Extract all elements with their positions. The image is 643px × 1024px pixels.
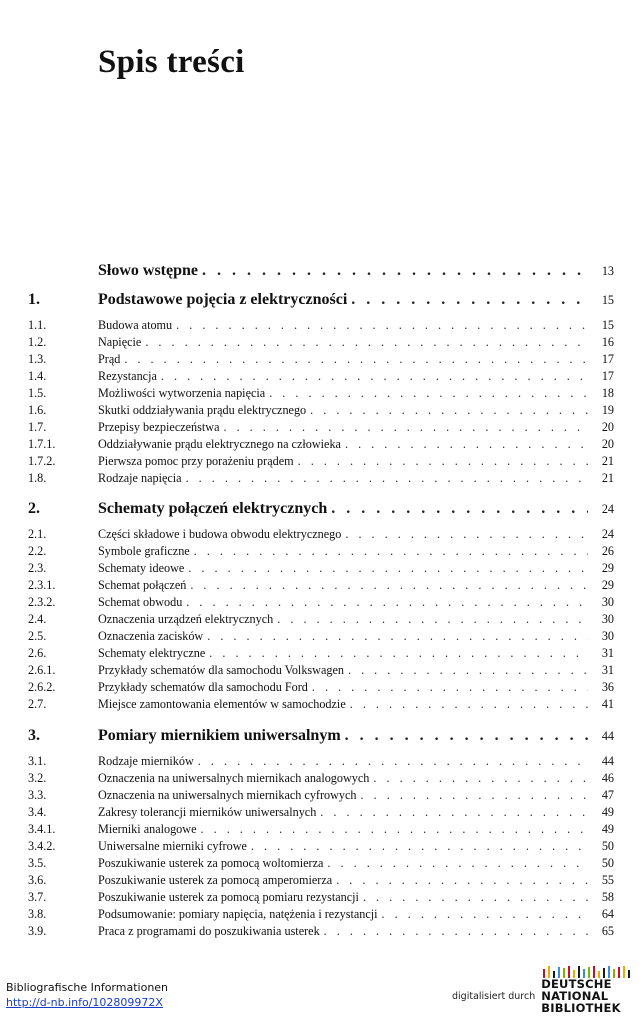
toc-entry-page: 29 (601, 561, 614, 575)
toc-leader-dots (350, 697, 588, 712)
dnb-logo-bar (623, 966, 625, 978)
toc-entry-number: 1.7.1. (28, 437, 56, 451)
toc-entry (28, 561, 614, 576)
toc-leader-dots (145, 335, 588, 350)
toc-entry-page: 15 (601, 318, 614, 332)
digitization-credit (452, 966, 633, 1016)
toc-leader-dots (336, 873, 588, 888)
toc-entry-page: 46 (601, 771, 614, 785)
toc-entry-page: 29 (601, 578, 614, 592)
toc-leader-dots (251, 839, 588, 854)
bibliographic-link[interactable]: http://d-nb.info/102809972X (6, 996, 163, 1009)
toc-leader-dots (277, 612, 588, 627)
toc-entry-title: Uniwersalne mierniki cyfrowe (98, 839, 247, 853)
toc-entry-title: Oznaczenia na uniwersalnych miernikach cyfrowych (98, 788, 357, 802)
toc-entry (28, 822, 614, 837)
toc-entry-number: 3.9. (28, 924, 47, 938)
toc-entry (28, 471, 614, 486)
toc-entry-title: Schematy elektryczne (98, 646, 206, 660)
toc-entry-number: 1.7. (28, 420, 47, 434)
toc-entry-title: Poszukiwanie usterek za pomocą woltomierza (98, 856, 324, 870)
toc-entry-page: 44 (601, 729, 614, 743)
digitized-label: digitalisiert durch (452, 991, 536, 1002)
toc-entry (28, 527, 614, 542)
toc-leader-dots (176, 318, 588, 333)
toc-leader-dots (186, 595, 588, 610)
toc-entry-page: 13 (601, 264, 614, 278)
toc-entry-page: 36 (601, 680, 614, 694)
toc-entry-page: 30 (601, 629, 614, 643)
toc-leader-dots (345, 527, 588, 542)
toc-entry (28, 890, 614, 905)
toc-leader-dots (198, 754, 588, 769)
toc-leader-dots (161, 369, 588, 384)
toc-entry (28, 544, 614, 559)
toc-entry-number: 2.3. (28, 561, 47, 575)
toc-entry (28, 629, 614, 644)
toc-leader-dots (324, 924, 588, 939)
toc-entry (28, 839, 614, 854)
toc-entry-title: Schematy ideowe (98, 561, 185, 575)
toc-entry-number: 1.2. (28, 335, 47, 349)
toc-entry (28, 454, 614, 469)
toc-entry-page: 17 (601, 352, 614, 366)
toc-entry-page: 58 (601, 890, 614, 904)
toc-leader-dots (348, 663, 588, 678)
toc-entry-title: Słowo wstępne (98, 262, 199, 279)
bibliographic-info (6, 980, 168, 1010)
toc-leader-dots (207, 629, 588, 644)
toc-entry-number: 2.6. (28, 646, 47, 660)
toc-entry-number: 3. (28, 727, 40, 744)
toc-entry-title: Rezystancja (98, 369, 157, 383)
toc-leader-dots (312, 680, 588, 695)
toc-entry (28, 369, 614, 384)
dnb-logo-line3: BIBLIOTHEK (541, 1001, 621, 1015)
toc-entry-page: 24 (601, 527, 614, 541)
toc-leader-dots (345, 437, 588, 452)
toc-entry-number: 1.7.2. (28, 454, 56, 468)
toc-entry (28, 805, 614, 820)
toc-entry-title: Skutki oddziaływania prądu elektrycznego (98, 403, 307, 417)
toc-entry-title: Przykłady schematów dla samochodu Volkswagen (98, 663, 344, 677)
toc-entry-page: 41 (601, 697, 614, 711)
toc-entry (28, 924, 614, 939)
toc-entry (28, 907, 614, 922)
toc-entry-page: 26 (601, 544, 614, 558)
toc-entry-page: 30 (601, 595, 614, 609)
toc-leader-dots (186, 471, 588, 486)
toc-entry-title: Pierwsza pomoc przy porażeniu prądem (98, 454, 294, 468)
toc-entry (28, 386, 614, 401)
toc-entry-title: Schemat obwodu (98, 595, 183, 609)
toc-entry-number: 3.6. (28, 873, 47, 887)
toc-entry-page: 50 (601, 856, 614, 870)
toc-entry-page: 15 (601, 293, 614, 307)
toc-entry-title: Budowa atomu (98, 318, 173, 332)
toc-entry-number: 3.5. (28, 856, 47, 870)
toc-leader-dots (269, 386, 588, 401)
toc-entry-title: Praca z programami do poszukiwania usterek (98, 924, 320, 938)
toc-entry-number: 3.3. (28, 788, 47, 802)
toc-entry (28, 352, 614, 367)
toc-entry (28, 595, 614, 610)
toc-entry-number: 1.3. (28, 352, 47, 366)
toc-entry-number: 1.5. (28, 386, 47, 400)
toc-leader-dots (310, 403, 588, 418)
toc-leader-dots (201, 822, 589, 837)
toc-entry-page: 19 (601, 403, 614, 417)
toc-entry-number: 2.3.1. (28, 578, 56, 592)
toc-entry (28, 697, 614, 712)
toc-entry-number: 3.4.2. (28, 839, 56, 853)
toc-entry-number: 2.4. (28, 612, 47, 626)
toc-leader-dots (361, 788, 588, 803)
toc-entry-page: 30 (601, 612, 614, 626)
toc-entry-page: 47 (601, 788, 614, 802)
toc-entry-title: Przykłady schematów dla samochodu Ford (98, 680, 308, 694)
toc-entry (28, 437, 614, 452)
toc-entry-number: 2.7. (28, 697, 47, 711)
toc-entry (28, 578, 614, 593)
toc-leader-dots (382, 907, 588, 922)
toc-entry-number: 3.7. (28, 890, 47, 904)
toc-entry-number: 3.4.1. (28, 822, 56, 836)
toc-entry-title: Przepisy bezpieczeństwa (98, 420, 220, 434)
toc-entry-page: 31 (601, 646, 614, 660)
toc-entry-page: 50 (601, 839, 614, 853)
toc-entry-page: 31 (601, 663, 614, 677)
toc-entry-number: 1.8. (28, 471, 47, 485)
toc-entry (28, 680, 614, 695)
toc-entry-title: Napięcie (98, 335, 142, 349)
toc-entry-title: Podsumowanie: pomiary napięcia, natężenia i rezystancji (98, 907, 378, 921)
toc-entry-title: Rodzaje napięcia (98, 471, 182, 485)
toc-entry-title: Możliwości wytworzenia napięcia (98, 386, 266, 400)
toc-entry-title: Poszukiwanie usterek za pomocą pomiaru rezystancji (98, 890, 359, 904)
toc-entry-page: 44 (601, 754, 614, 768)
toc-entry-title: Części składowe i budowa obwodu elektrycznego (98, 527, 342, 541)
toc-leader-dots (363, 890, 588, 905)
toc-entry-page: 16 (601, 335, 614, 349)
toc-entry (28, 771, 614, 786)
toc-entry-title: Rodzaje mierników (98, 754, 194, 768)
dnb-logo-bar (613, 969, 615, 978)
toc-entry-page: 21 (601, 471, 614, 485)
toc-entry-number: 3.4. (28, 805, 47, 819)
toc-leader-dots (345, 727, 588, 745)
toc-entry-title: Podstawowe pojęcia z elektryczności (98, 291, 348, 308)
toc-entry-title: Poszukiwanie usterek za pomocą amperomierza (98, 873, 333, 887)
toc-chapter-entry (28, 500, 614, 518)
toc-entry-page: 64 (601, 907, 614, 921)
toc-entry-number: 2.6.1. (28, 663, 56, 677)
toc-chapter-entry (28, 262, 614, 280)
toc-entry-number: 3.8. (28, 907, 47, 921)
page-title: Spis treści (98, 44, 245, 80)
toc-entry (28, 612, 614, 627)
toc-entry-number: 2. (28, 500, 40, 517)
toc-entry (28, 856, 614, 871)
toc-entry-page: 65 (601, 924, 614, 938)
toc-entry (28, 420, 614, 435)
toc-entry (28, 403, 614, 418)
toc-entry (28, 663, 614, 678)
toc-leader-dots (331, 500, 588, 518)
toc-leader-dots (190, 578, 588, 593)
toc-entry (28, 646, 614, 661)
toc-entry-title: Oznaczenia urządzeń elektrycznych (98, 612, 274, 626)
toc-entry-number: 2.5. (28, 629, 47, 643)
toc-entry-number: 3.1. (28, 754, 47, 768)
dnb-logo-bar (628, 970, 630, 978)
toc-entry (28, 335, 614, 350)
toc-entry (28, 788, 614, 803)
toc-entry-page: 49 (601, 822, 614, 836)
toc-entry-title: Schematy połączeń elektrycznych (98, 500, 328, 517)
toc-entry-title: Oddziaływanie prądu elektrycznego na człowieka (98, 437, 341, 451)
toc-chapter-entry (28, 291, 614, 309)
toc-leader-dots (373, 771, 588, 786)
toc-leader-dots (320, 805, 588, 820)
toc-entry-page: 24 (601, 502, 614, 516)
toc-entry-title: Prąd (98, 352, 121, 366)
toc-leader-dots (188, 561, 588, 576)
toc-entry-number: 1. (28, 291, 40, 308)
toc-leader-dots (327, 856, 588, 871)
toc-entry-page: 49 (601, 805, 614, 819)
toc-leader-dots (202, 262, 588, 280)
toc-leader-dots (298, 454, 588, 469)
toc-entry-title: Zakresy tolerancji mierników uniwersalnych (98, 805, 317, 819)
toc-entry-title: Oznaczenia zacisków (98, 629, 204, 643)
toc-entry-title: Mierniki analogowe (98, 822, 197, 836)
toc-entry-title: Oznaczenia na uniwersalnych miernikach analogowych (98, 771, 370, 785)
toc-leader-dots (351, 291, 588, 309)
toc-leader-dots (209, 646, 588, 661)
toc-entry-number: 2.2. (28, 544, 47, 558)
bibliographic-label: Bibliografische Informationen (6, 981, 169, 994)
toc-leader-dots (223, 420, 588, 435)
toc-entry-number: 1.4. (28, 369, 47, 383)
toc-entry (28, 318, 614, 333)
toc-entry-number: 1.1. (28, 318, 47, 332)
toc-leader-dots (194, 544, 588, 559)
toc-chapter-entry (28, 727, 614, 745)
dnb-logo-line1: DEUTSCHE (541, 977, 612, 991)
dnb-logo (541, 966, 633, 1016)
toc-leader-dots (124, 352, 588, 367)
toc-entry-number: 2.1. (28, 527, 47, 541)
toc-entry-number: 2.6.2. (28, 680, 56, 694)
toc-entry-number: 3.2. (28, 771, 47, 785)
toc-entry-number: 2.3.2. (28, 595, 56, 609)
toc-entry-title: Symbole graficzne (98, 544, 190, 558)
toc-entry-page: 17 (601, 369, 614, 383)
dnb-logo-bar (618, 967, 620, 978)
toc-entry-page: 21 (601, 454, 614, 468)
toc-entry (28, 873, 614, 888)
toc-entry-page: 20 (601, 437, 614, 451)
toc-entry-title: Pomiary miernikiem uniwersalnym (98, 727, 341, 744)
toc-entry-number: 1.6. (28, 403, 47, 417)
toc-entry-title: Miejsce zamontowania elementów w samochodzie (98, 697, 346, 711)
toc-entry-page: 55 (601, 873, 614, 887)
toc-entry-page: 18 (601, 386, 614, 400)
toc-entry-page: 20 (601, 420, 614, 434)
toc-entry-title: Schemat połączeń (98, 578, 187, 592)
dnb-logo-line2: NATIONAL (541, 989, 609, 1003)
toc-entry (28, 754, 614, 769)
